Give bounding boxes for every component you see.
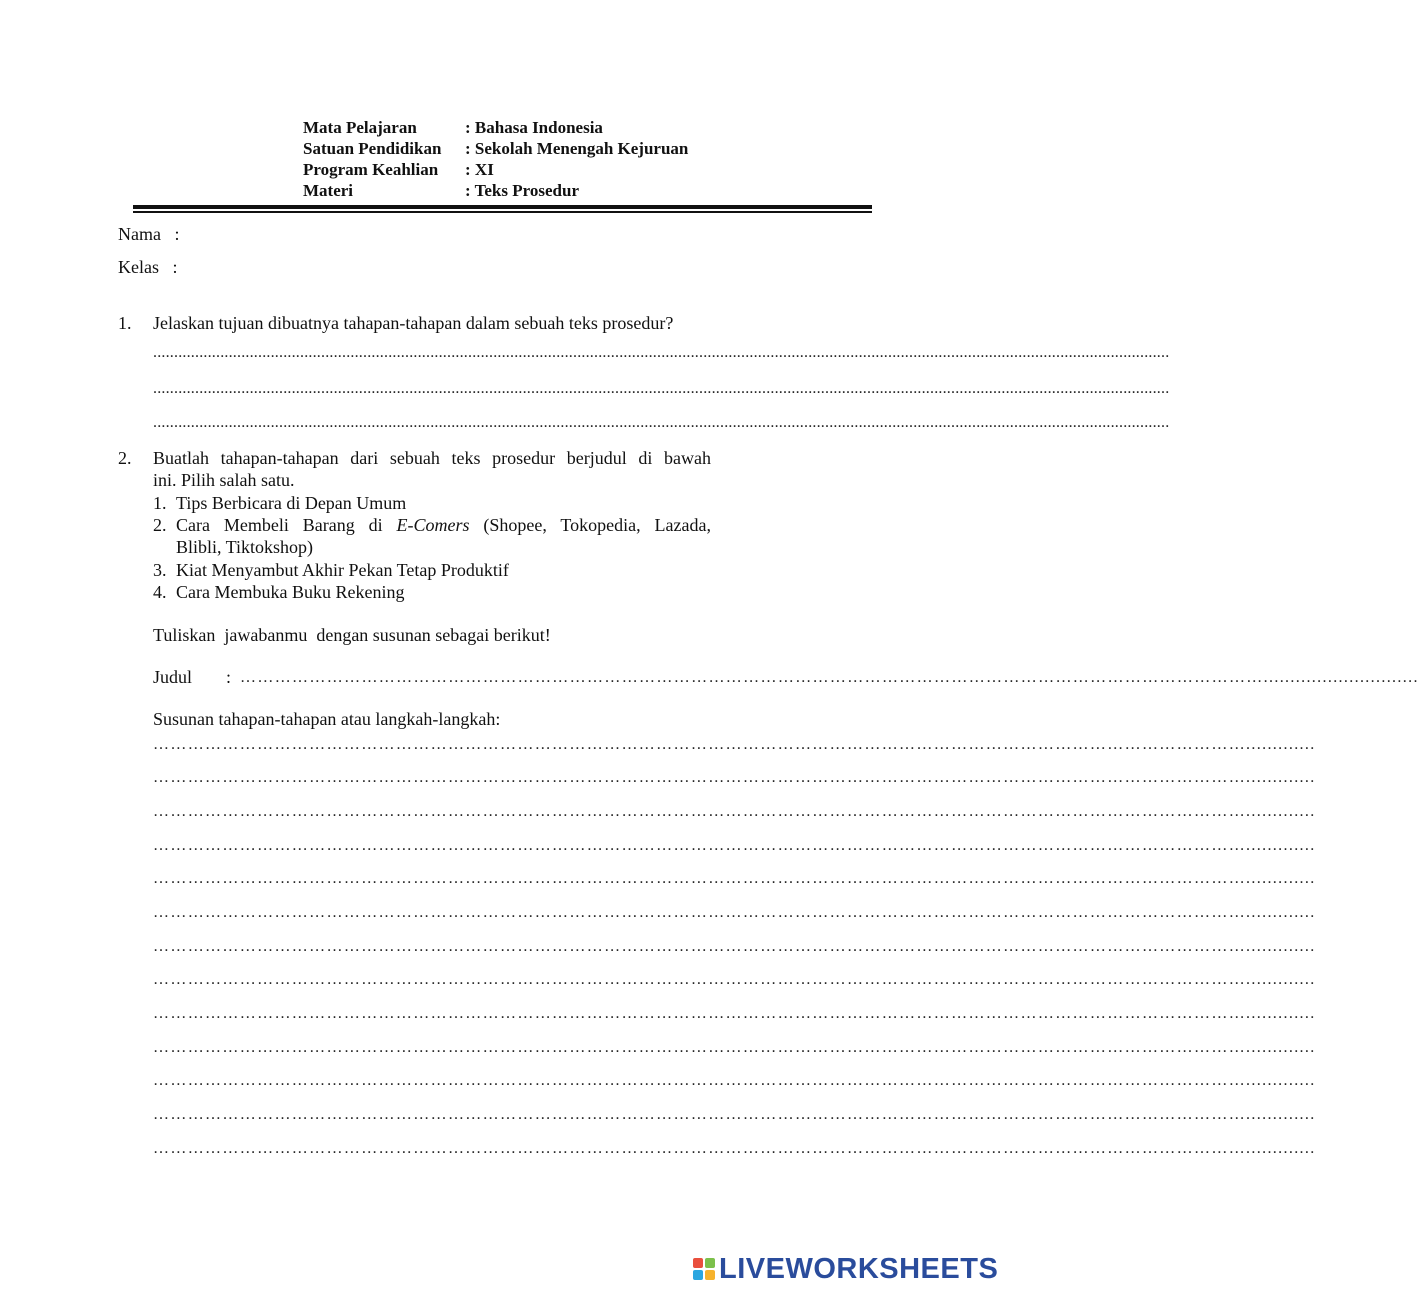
option-3-text: Kiat Menyambut Akhir Pekan Tetap Produktif: [176, 560, 509, 580]
q1-answer-line-2[interactable]: ..................................................................................................................................................................................................................................................: [153, 380, 1170, 397]
header-divider-thin: [133, 211, 872, 213]
option-2-number: 2.: [153, 515, 167, 535]
liveworksheets-logo: [693, 1254, 998, 1284]
school-value: : Sekolah Menengah Kejuruan: [465, 139, 689, 158]
liveworksheets-icon: [693, 1258, 715, 1280]
school-label: Satuan Pendidikan: [303, 139, 442, 158]
steps-answer-line[interactable]: ……………………………………………………………………………………………………………………………………………………………………….............: [153, 870, 1316, 887]
brand-name: LIVEWORKSHEETS: [719, 1252, 999, 1285]
steps-label: Susunan tahapan-tahapan atau langkah-langkah:: [153, 709, 501, 729]
material-value: : Teks Prosedur: [465, 181, 579, 200]
program-value: : XI: [465, 160, 494, 179]
steps-answer-line[interactable]: ……………………………………………………………………………………………………………………………………………………………………….............: [153, 1005, 1316, 1022]
steps-answer-line[interactable]: ……………………………………………………………………………………………………………………………………………………………………….............: [153, 904, 1316, 921]
option-1-number: 1.: [153, 493, 167, 513]
option-4-number: 4.: [153, 582, 167, 602]
q1-answer-line-3[interactable]: ..................................................................................................................................................................................................................................................: [153, 414, 1170, 431]
judul-label: Judul: [153, 667, 193, 687]
subject-value: : Bahasa Indonesia: [465, 118, 603, 137]
steps-answer-line[interactable]: ……………………………………………………………………………………………………………………………………………………………………….............: [153, 837, 1316, 854]
q2-text-line-1: Buatlah tahapan-tahapan dari sebuah teks prosedur berjudul di bawah: [153, 448, 711, 468]
option-2-text-pre: Cara Membeli Barang di: [176, 515, 397, 535]
steps-answer-line[interactable]: ……………………………………………………………………………………………………………………………………………………………………….............: [153, 938, 1316, 955]
q1-number: 1.: [118, 313, 132, 333]
option-1-text: Tips Berbicara di Depan Umum: [176, 493, 407, 513]
steps-answer-line[interactable]: ……………………………………………………………………………………………………………………………………………………………………….............: [153, 803, 1316, 820]
steps-answer-line[interactable]: ……………………………………………………………………………………………………………………………………………………………………….............: [153, 971, 1316, 988]
steps-answer-line[interactable]: ……………………………………………………………………………………………………………………………………………………………………….............: [153, 1039, 1316, 1056]
option-2-text-post: (Shopee, Tokopedia, Lazada,: [469, 515, 711, 535]
header-divider-thick: [133, 205, 872, 209]
q2-number: 2.: [118, 448, 132, 468]
q2-instruction: Tuliskan jawabanmu dengan susunan sebagai berikut!: [153, 625, 551, 645]
option-2-text: [176, 514, 711, 536]
class-label: Kelas :: [118, 257, 178, 277]
steps-answer-line[interactable]: ……………………………………………………………………………………………………………………………………………………………………….............: [153, 1072, 1316, 1089]
option-4-text: Cara Membuka Buku Rekening: [176, 582, 405, 602]
steps-answer-line[interactable]: ……………………………………………………………………………………………………………………………………………………………………….............: [153, 1106, 1316, 1123]
judul-colon: :: [226, 667, 232, 687]
q1-text: Jelaskan tujuan dibuatnya tahapan-tahapan dalam sebuah teks prosedur?: [153, 313, 674, 333]
subject-label: Mata Pelajaran: [303, 118, 417, 137]
option-2-text-cont: Blibli, Tiktokshop): [176, 537, 314, 557]
judul-answer-line[interactable]: …………………………………………………………………………………………………………………………………………………………….............................: [240, 669, 1419, 686]
q2-text-line-2: ini. Pilih salah satu.: [153, 470, 295, 490]
steps-answer-line[interactable]: ……………………………………………………………………………………………………………………………………………………………………….............: [153, 1140, 1316, 1157]
option-3-number: 3.: [153, 560, 167, 580]
steps-answer-line[interactable]: ……………………………………………………………………………………………………………………………………………………………………….............: [153, 769, 1316, 786]
steps-answer-line[interactable]: ……………………………………………………………………………………………………………………………………………………………………….............: [153, 736, 1316, 753]
class-field[interactable]: [190, 255, 790, 279]
name-field[interactable]: [190, 222, 790, 246]
option-2-text-em: E-Comers: [396, 515, 470, 535]
q1-answer-line-1[interactable]: ..................................................................................................................................................................................................................................................: [153, 344, 1170, 361]
name-label: Nama :: [118, 224, 180, 244]
program-label: Program Keahlian: [303, 160, 439, 179]
material-label: Materi: [303, 181, 354, 200]
